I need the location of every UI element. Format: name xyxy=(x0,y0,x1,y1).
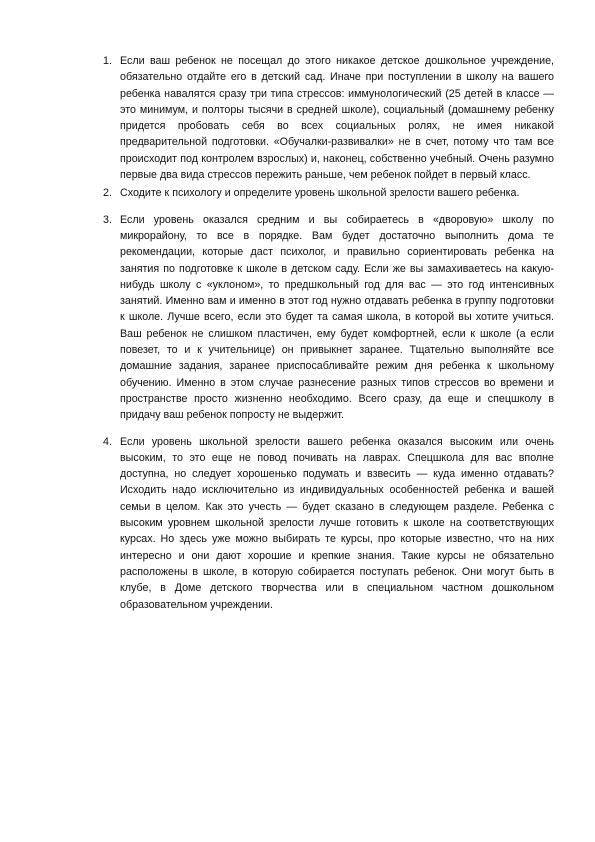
list-item xyxy=(103,434,554,613)
list-item-text: Если уровень школьной зрелости вашего ребенка оказался высоким или очень высоким, то это еще не повод почивать на лаврах. Спецшкола для вас вполне доступна, но следует хорошенько подумать и взвесить — куда именно отдавать? Исходить надо исключительно из индивидуальных особенностей ребенка и вашей семьи в целом. Как это учесть — будет сказано в следующем разделе. Ребенка с высоким уровнем школьной зрелости лучше готовить к школе на соответствующих курсах. Но здесь уже можно выбирать те курсы, про которые известно, что на них интересно и они дают хорошие и крепкие знания. Такие курсы не обязательно расположены в школе, в которую собирается поступать ребенок. Они могут быть в клубе, в Доме детского творчества или в специальном частном дошкольном образовательном учреждении. xyxy=(120,435,554,611)
list-item-number: 4. xyxy=(103,435,112,448)
list-item-number: 2. xyxy=(103,187,112,200)
numbered-list xyxy=(103,53,554,613)
list-item xyxy=(103,212,554,424)
list-item-number: 3. xyxy=(103,213,112,226)
list-item-text: Если ваш ребенок не посещал до этого никакое детское дошкольное учреждение, обязательно отдайте его в детский сад. Иначе при поступлении в школу на вашего ребенка навалятся сразу три типа стрессов: иммунологический (25 детей в классе — это минимум, и полторы тысячи в средней школе), социальный (домашнему ребенку придется пробовать себя во всех социальных ролях, не имея никакой предварительной подготовки. «Обучалки-развивалки» не в счет, потому что там все происходит под контролем взрослых) и, наконец, собственно учебный. Очень разумно первые два вида стрессов пережить раньше, чем ребенок пойдет в первый класс. xyxy=(120,55,554,182)
list-item xyxy=(103,53,554,183)
list-item-number: 1. xyxy=(103,55,112,67)
list-item xyxy=(103,185,554,201)
list-item-text: Если уровень оказался средним и вы собираетесь в «дворовую» школу по микрорайону, то все в порядке. Вам будет достаточно выполнить дома те рекомендации, которые даст психолог, и правильно сориентировать ребенка на занятия по подготовке к школе в детском саду. Если же вы замахиваетесь на какую-нибудь школу с «уклоном», то предшкольный год для вас — это год интенсивных занятий. Именно вам и именно в этот год нужно отдавать ребенка в группу подготовки к школе. Лучше всего, если это будет та самая школа, в которой вы хотите учиться. Ваш ребенок не слишком пластичен, ему будет комфортней, если к школе (а если повезет, то и к учительнице) он привыкнет заранее. Тщательно выполняйте все домашние задания, заранее приспосабливайте режим дня ребенка к школьному обучению. Именно в этом случае разнесение разных типов стрессов во времени и пространстве просто жизненно необходимо. Всего сразу, да еще и спецшколу в придачу ваш ребенок попросту не выдержит. xyxy=(120,213,554,422)
list-item-text: Сходите к психологу и определите уровень школьной зрелости вашего ребенка. xyxy=(120,187,520,200)
